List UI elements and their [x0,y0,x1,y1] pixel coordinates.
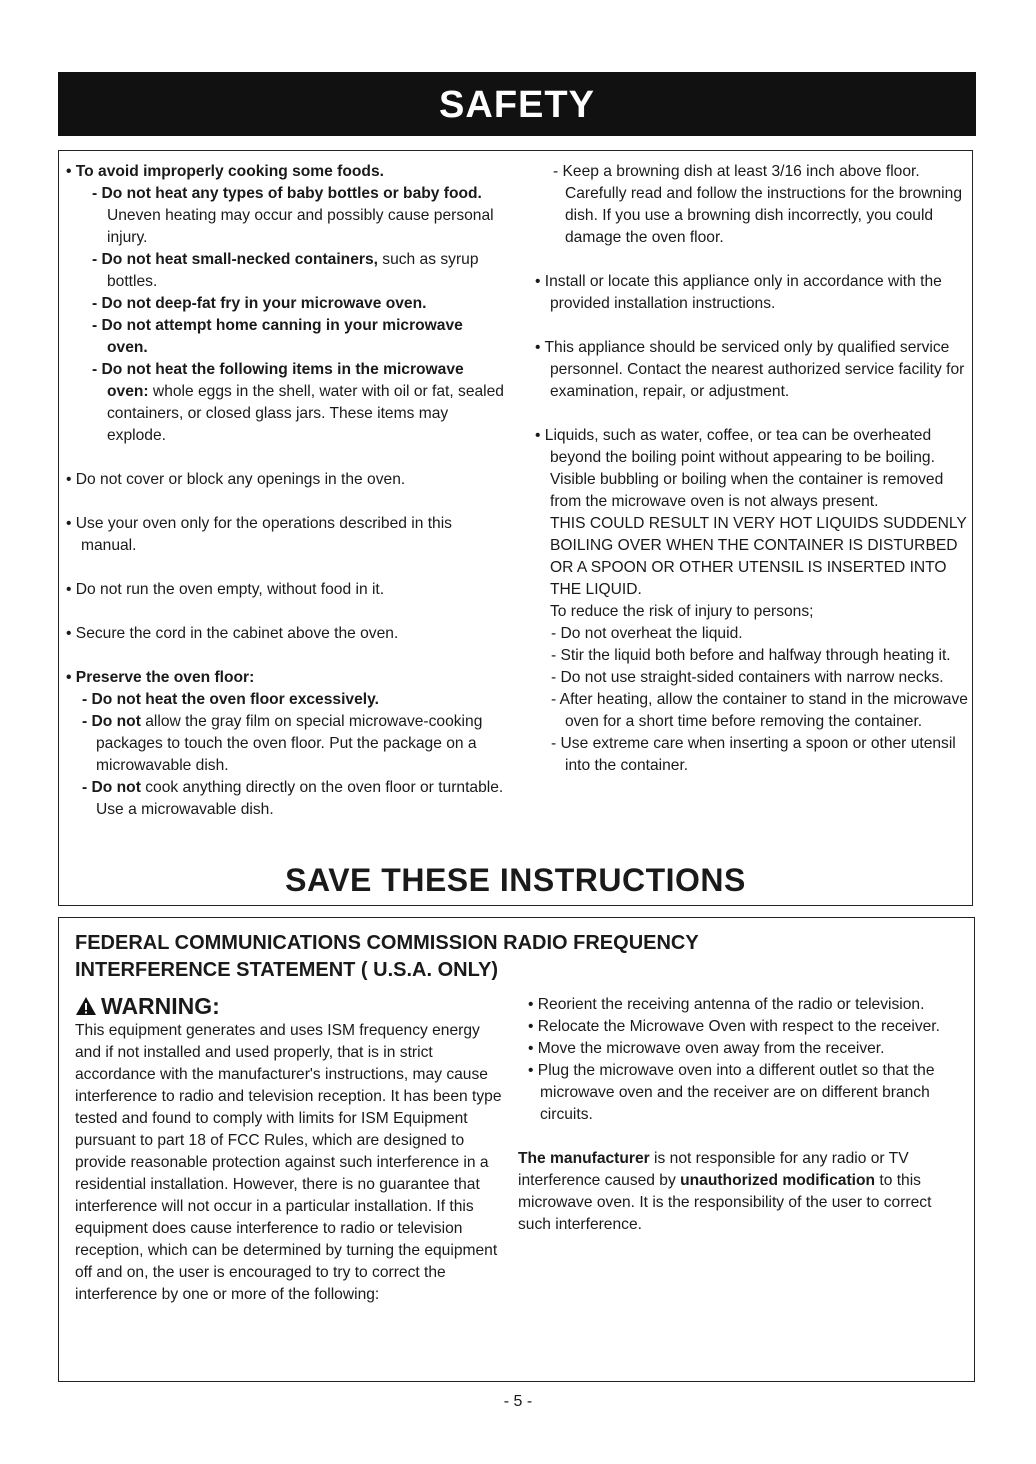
following-items-text: whole eggs in the shell, water with oil or fat, sealed containers, or closed glass jars. These items may explode. [107,383,504,444]
overheat-item: - Do not overheat the liquid. [551,625,743,642]
avoid-cooking-heading: • To avoid improperly cooking some foods. [66,163,384,180]
following-items-bold: - Do not heat the following items in the microwave oven: [92,361,464,400]
stir-item: - Stir the liquid both before and halfway through heating it. [551,647,951,664]
warning-heading [75,992,505,1020]
save-instructions-heading: SAVE THESE INSTRUCTIONS [285,862,746,898]
warning-text: This equipment generates and uses ISM frequency energy and if not installed and used properly, that is in strict accordance with the manufacturer's instructions, may cause interference to radio and television reception. It has been type tested and found to comply with limits for ISM Equipment pursuant to part 18 of FCC Rules, which are designed to provide reasonable protection against such interference in a residential installation. However, there is no guarantee that interference will not occur in a particular installation. If this equipment does cause interference to radio or television reception, which can be determined by turning the equipment off and on, the user is encouraged to try to correct the interference by one or more of the following: [75,1022,502,1303]
service-item: • This appliance should be serviced only by qualified service personnel. Contact the nearest authorized service facility for examination, repair, or adjustment. [535,339,965,400]
manufacturer-bold: The manufacturer [518,1150,650,1167]
fcc-title-line1: FEDERAL COMMUNICATIONS COMMISSION RADIO FREQUENCY [75,932,699,954]
gray-film-item [66,711,506,777]
gray-film-text: allow the gray film on special microwave-cooking packages to touch the oven floor. Put the package on a microwavable dish. [96,713,483,774]
manufacturer-text-1: is not responsible for any radio or TV interference caused by [518,1150,909,1189]
baby-bottles-text: Uneven heating may occur and possibly cause personal injury. [107,207,494,246]
cook-directly-text: cook anything directly on the oven floor or turntable. Use a microwavable dish. [96,779,504,818]
cook-directly-item [66,777,506,821]
fcc-title-line2: INTERFERENCE STATEMENT ( U.S.A. ONLY) [75,959,498,981]
unauthorized-mod-bold: unauthorized modification [680,1172,876,1189]
fcc-right-column [518,994,958,1236]
floor-excess-item: - Do not heat the oven floor excessively. [82,691,379,708]
manufacturer-statement [518,1148,958,1236]
straight-sided-item: - Do not use straight-sided containers with narrow necks. [551,669,944,686]
safety-right-column [535,161,971,777]
fcc-bullet-plug: • Plug the microwave oven into a different outlet so that the microwave oven and the receiver are on different branch circuits. [528,1062,935,1123]
baby-bottles-bold: - Do not heat any types of baby bottles or baby food. [92,185,482,202]
install-item: • Install or locate this appliance only in accordance with the provided installation instructions. [535,273,942,312]
no-empty-item: • Do not run the oven empty, without food in it. [66,581,385,598]
following-items [66,359,506,447]
gray-film-bold: - Do not [82,713,141,730]
small-necked-item [66,249,506,293]
small-necked-text: such as syrup bottles. [107,251,479,290]
canning-item: - Do not attempt home canning in your microwave oven. [92,317,463,356]
baby-bottles-item [66,183,506,249]
fcc-title [75,930,955,984]
fcc-bullet-reorient: • Reorient the receiving antenna of the radio or television. [528,996,925,1013]
small-necked-bold: - Do not heat small-necked containers, [92,251,378,268]
hot-liquids-warning: THIS COULD RESULT IN VERY HOT LIQUIDS SUDDENLY BOILING OVER WHEN THE CONTAINER IS DISTURBED OR A SPOON OR OTHER UTENSIL IS INSERTED INTO THE LIQUID. [550,515,967,598]
deep-fat-item: - Do not deep-fat fry in your microwave oven. [92,295,427,312]
section-header: SAFETY [58,72,976,136]
fcc-box [58,917,975,1382]
warning-triangle-icon [75,996,97,1016]
liquids-item: • Liquids, such as water, coffee, or tea can be overheated beyond the boiling point without appearing to be boiling. Visible bubbling or boiling when the container is removed from the microwave oven is not always present. [535,427,944,510]
fcc-bullet-relocate: • Relocate the Microwave Oven with respect to the receiver. [528,1018,940,1035]
preserve-floor-heading: • Preserve the oven floor: [66,669,255,686]
after-heating-item: - After heating, allow the container to stand in the microwave oven for a short time before removing the container. [551,691,968,730]
fcc-bullet-move: • Move the microwave oven away from the receiver. [528,1040,885,1057]
cord-item: • Secure the cord in the cabinet above the oven. [66,625,399,642]
cover-openings-item: • Do not cover or block any openings in the oven. [66,471,406,488]
reduce-risk-text: To reduce the risk of injury to persons; [550,603,814,620]
use-only-item: • Use your oven only for the operations described in this manual. [66,515,452,554]
safety-box [58,150,973,906]
cook-directly-bold: - Do not [82,779,141,796]
page-number: - 5 - [503,1393,533,1410]
manufacturer-text-2: to this microwave oven. It is the responsibility of the user to correct such interference. [518,1172,932,1233]
spoon-item: - Use extreme care when inserting a spoon or other utensil into the container. [551,735,956,774]
safety-left-column [66,161,506,821]
browning-dish-item: - Keep a browning dish at least 3/16 inch above floor. Carefully read and follow the instructions for the browning dish. If you use a browning dish incorrectly, you could damage the oven floor. [553,163,962,246]
fcc-left-column [75,992,505,1306]
warning-label: WARNING: [101,993,220,1019]
